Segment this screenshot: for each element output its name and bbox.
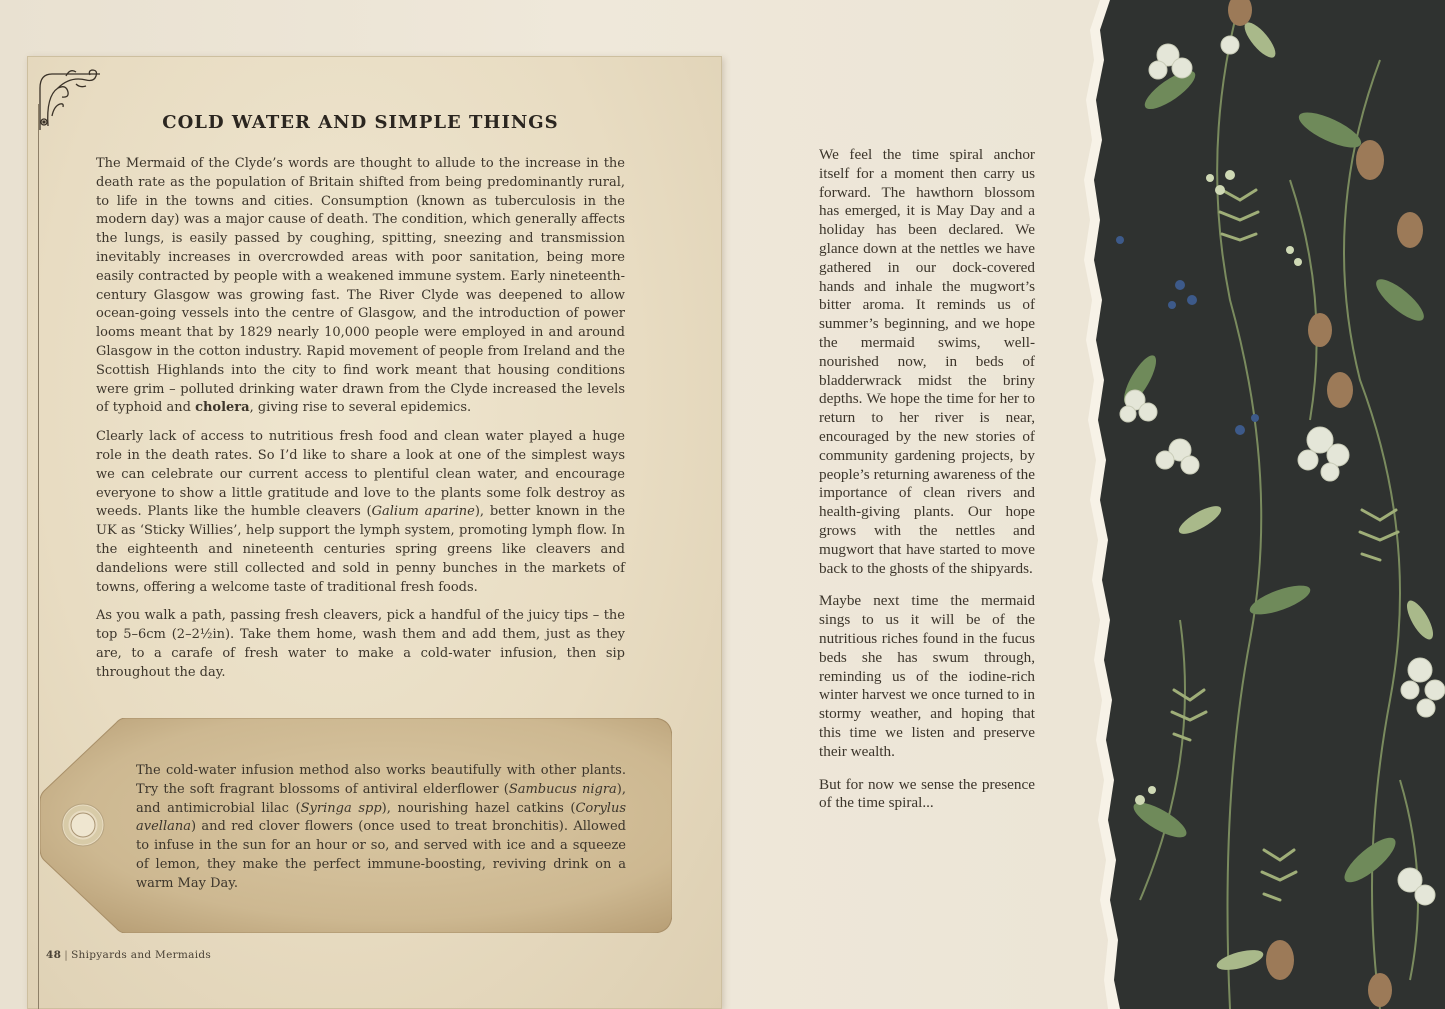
paragraph-2: Clearly lack of access to nutritious fresh food and clean water played a huge role in the death rates. So I’d like to share a look at one of the simplest ways we can celebrate our current access to plentiful clean water, and encourage everyone to show a little gratitude and love to the plants some folk destroy as weeds. Plants like the humble cleavers (Galium aparine), better known in the UK as ‘Sticky Willies’, help support the lymph system, promoting lymph flow. In the eighteenth and nineteenth centuries spring greens like cleavers and dandelions were still collected and sold in penny bunches in the markets of towns, offering a welcome taste of traditional fresh foods. — [96, 429, 626, 595]
frame-line — [38, 104, 39, 1009]
main-body — [96, 155, 625, 693]
right-paragraph-1: We feel the time spiral anchor itself for a moment then carry us forward. The hawthorn blossom has emerged, it is May Day and a holiday has been declared. We glance down at the nettles we have gathered in our dock-covered hands and inhale the mugwort’s bitter aroma. It reminds us of summer’s beginning, and we hope the mermaid swims, well-nourished now, in beds of bladderwrack midst the briny depths. We hope the time for her to return to her river is near, encouraged by the new stories of community gardening projects, by people’s returning awareness of the importance of clean rivers and health-giving plants. Our hope grows with the nettles and mugwort that have started to move back to the ghosts of the shipyards. — [819, 146, 1035, 577]
tag-paragraph: The cold-water infusion method also works beautifully with other plants. Try the soft fragrant blossoms of antiviral elderflower (Sambucus nigra), and antimicrobial lilac (Syringa spp), nourishing hazel catkins (Corylus avellana) and red clover flowers (once used to treat bronchitis). Allowed to infuse in the sun for an hour or so, and served with ice and a squeeze of lemon, they make the perfect immune-boosting, reviving drink on a warm May Day. — [136, 763, 626, 891]
botanical-illustration — [1080, 0, 1445, 1009]
folio-separator: | — [64, 949, 69, 961]
page-number: 48 — [46, 949, 62, 961]
right-paragraph-3: But for now we sense the presence of the time spiral... — [819, 775, 1035, 812]
right-paragraph-2: Maybe next time the mermaid sings to us it will be of the nutritious riches found in the fucus beds she has swum through, reminding us of the iodine-rich winter harvest we once turned to in stormy weather, and hoping that this time we listen and preserve their wealth. — [819, 592, 1035, 760]
paragraph-3: As you walk a path, passing fresh cleavers, pick a handful of the juicy tips – the top 5–6cm (2–2½in). Take them home, wash them and add them, just as they are, to a carafe of fresh water to make a cold-water infusion, then sip throughout the day. — [96, 608, 625, 680]
folio — [46, 949, 211, 961]
paragraph-1: The Mermaid of the Clyde’s words are thought to allude to the increase in the death rate as the population of Britain shifted from being predominantly rural, to life in the towns and cities. Consumption (known as tuberculosis in the modern day) was a major cause of death. The condition, which generally affects the lungs, is easily passed by coughing, spitting, sneezing and transmission inevitably increases in overcrowded areas with poor sanitation, being more easily contracted by people with a weakened immune system. Early nineteenth-century Glasgow was growing fast. The River Clyde was deepened to allow ocean-going vessels into the centre of Glasgow, and the introduction of power looms meant that by 1829 nearly 10,000 people were employed in and around Glasgow in the cotton industry. Rapid movement of people from Ireland and the Scottish Highlands into the city to find work meant that housing conditions were grim – polluted drinking water drawn from the Clyde increased the levels of typhoid and cholera, giving rise to several epidemics. — [96, 156, 625, 416]
luggage-tag-callout — [40, 718, 672, 933]
right-column — [819, 146, 1035, 827]
running-title: Shipyards and Mermaids — [71, 949, 212, 961]
page-title: COLD WATER AND SIMPLE THINGS — [162, 112, 559, 133]
tag-text — [136, 762, 626, 894]
